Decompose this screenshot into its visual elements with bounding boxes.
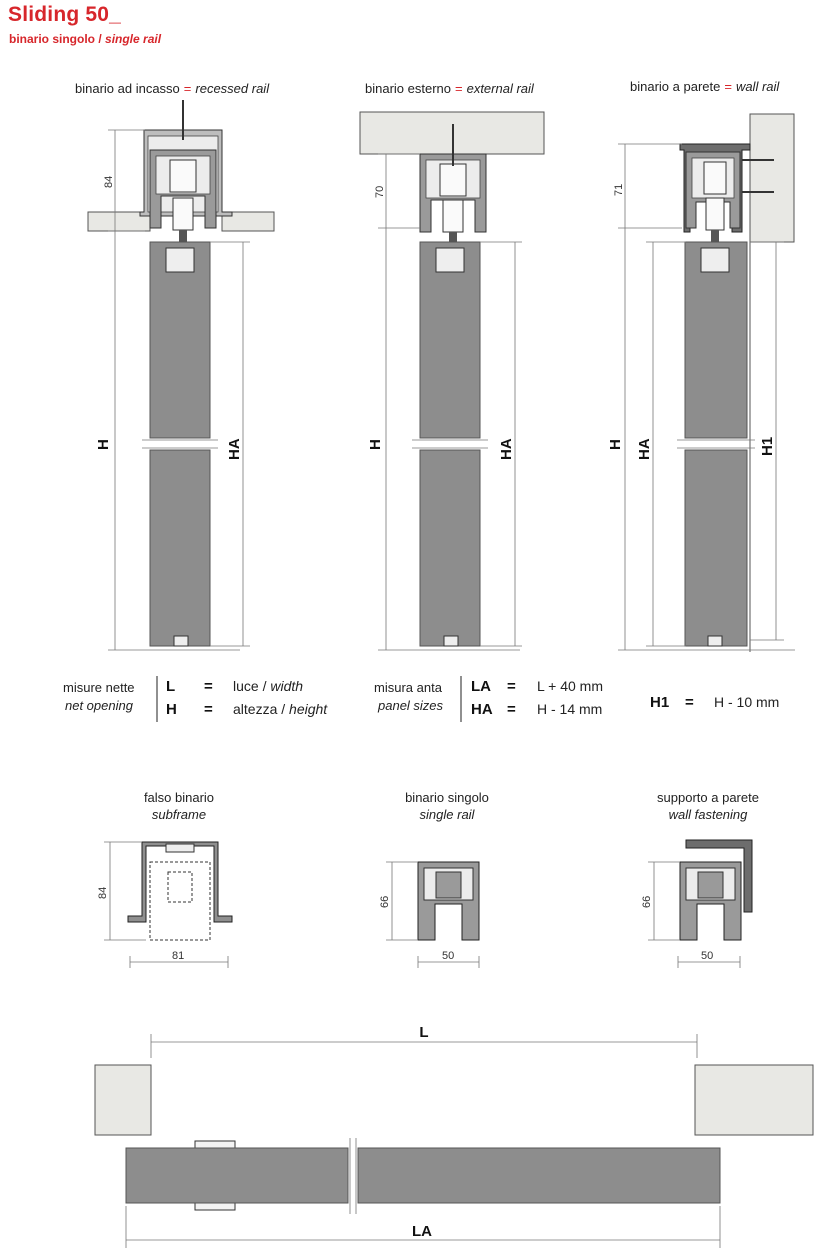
svg-text:L + 40 mm: L + 40 mm (537, 678, 604, 694)
floor-guide (174, 636, 188, 646)
profile-subframe (97, 790, 232, 968)
door-panel-lower (420, 450, 480, 646)
view-recessed-rail (75, 81, 274, 650)
subtitle-it: binario singolo / (9, 32, 102, 46)
svg-text:net opening: net opening (65, 698, 133, 713)
svg-text:panel sizes: panel sizes (378, 698, 444, 713)
svg-text:misura anta: misura anta (374, 680, 442, 695)
hanger-bracket (701, 248, 729, 272)
view3-label: binario a parete = wall rail (630, 79, 780, 94)
wall-right (695, 1065, 813, 1135)
view2-label: binario esterno = external rail (365, 81, 534, 96)
svg-text:H1: H1 (650, 694, 670, 711)
dim-HA: HA (636, 438, 653, 460)
svg-text:66: 66 (379, 895, 391, 908)
dim-H: H (607, 439, 624, 450)
formula-panel-sizes (374, 676, 603, 722)
subtitle-en: single rail (105, 32, 162, 46)
svg-text:50: 50 (442, 950, 455, 962)
svg-text:=: = (685, 694, 694, 711)
svg-text:misure nette: misure nette (63, 680, 135, 695)
dim-H: H (95, 439, 112, 450)
svg-text:falso binario: falso binario (143, 790, 215, 805)
dim-HA: HA (226, 438, 243, 460)
dim-L: L (419, 1024, 429, 1041)
trolley (440, 164, 466, 196)
plan-panel-right (358, 1148, 720, 1203)
dim-LA: LA (412, 1223, 432, 1240)
hanger-bracket (436, 248, 464, 272)
hanger-bracket (166, 248, 194, 272)
formula-net-opening (63, 676, 328, 722)
profile-single-rail (379, 790, 489, 968)
door-panel-lower (150, 450, 210, 646)
svg-text:H - 14 mm: H - 14 mm (537, 701, 603, 717)
svg-text:=: = (507, 701, 516, 718)
wall-left (95, 1065, 151, 1135)
guide-bottom (195, 1203, 235, 1210)
svg-text:binario singolo: binario singolo (405, 790, 489, 805)
view-external-rail (360, 81, 544, 650)
svg-text:wall fastening: wall fastening (668, 807, 748, 822)
svg-text:HA: HA (471, 701, 493, 718)
trolley (170, 160, 196, 192)
floor-guide (444, 636, 458, 646)
svg-text:luce / width: luce / width (233, 678, 304, 694)
svg-text:81: 81 (172, 950, 185, 962)
svg-text:H - 10 mm: H - 10 mm (714, 694, 780, 710)
svg-text:supporto a parete: supporto a parete (657, 790, 759, 805)
page-title: Sliding 50_ (8, 3, 122, 26)
dim-70: 70 (374, 185, 386, 198)
dim-84: 84 (103, 175, 115, 188)
view-wall-rail (607, 79, 795, 652)
view1-label: binario ad incasso = recessed rail (75, 81, 270, 96)
dim-H1: H1 (759, 436, 776, 456)
dim-H: H (367, 439, 384, 450)
plan-view (95, 1024, 813, 1248)
svg-text:subframe: subframe (151, 807, 207, 822)
formula-h1 (650, 694, 779, 711)
svg-text:=: = (204, 678, 213, 695)
svg-text:H: H (166, 701, 177, 718)
svg-text:50: 50 (701, 950, 714, 962)
svg-text:L: L (166, 678, 176, 695)
wall-section (750, 114, 794, 242)
dim-71: 71 (613, 183, 625, 196)
svg-text:single rail: single rail (419, 807, 475, 822)
door-panel-lower (685, 450, 747, 646)
plan-panel-left (126, 1148, 348, 1203)
svg-text:altezza / height: altezza / height (233, 701, 328, 717)
svg-text:84: 84 (97, 886, 109, 899)
floor-guide (708, 636, 722, 646)
svg-text:66: 66 (641, 895, 653, 908)
svg-text:=: = (204, 701, 213, 718)
svg-text:LA: LA (471, 678, 491, 695)
trolley (704, 162, 726, 194)
svg-text:=: = (507, 678, 516, 695)
dim-HA: HA (498, 438, 515, 460)
guide-top (195, 1141, 235, 1148)
profile-wall-fastening (641, 790, 759, 968)
